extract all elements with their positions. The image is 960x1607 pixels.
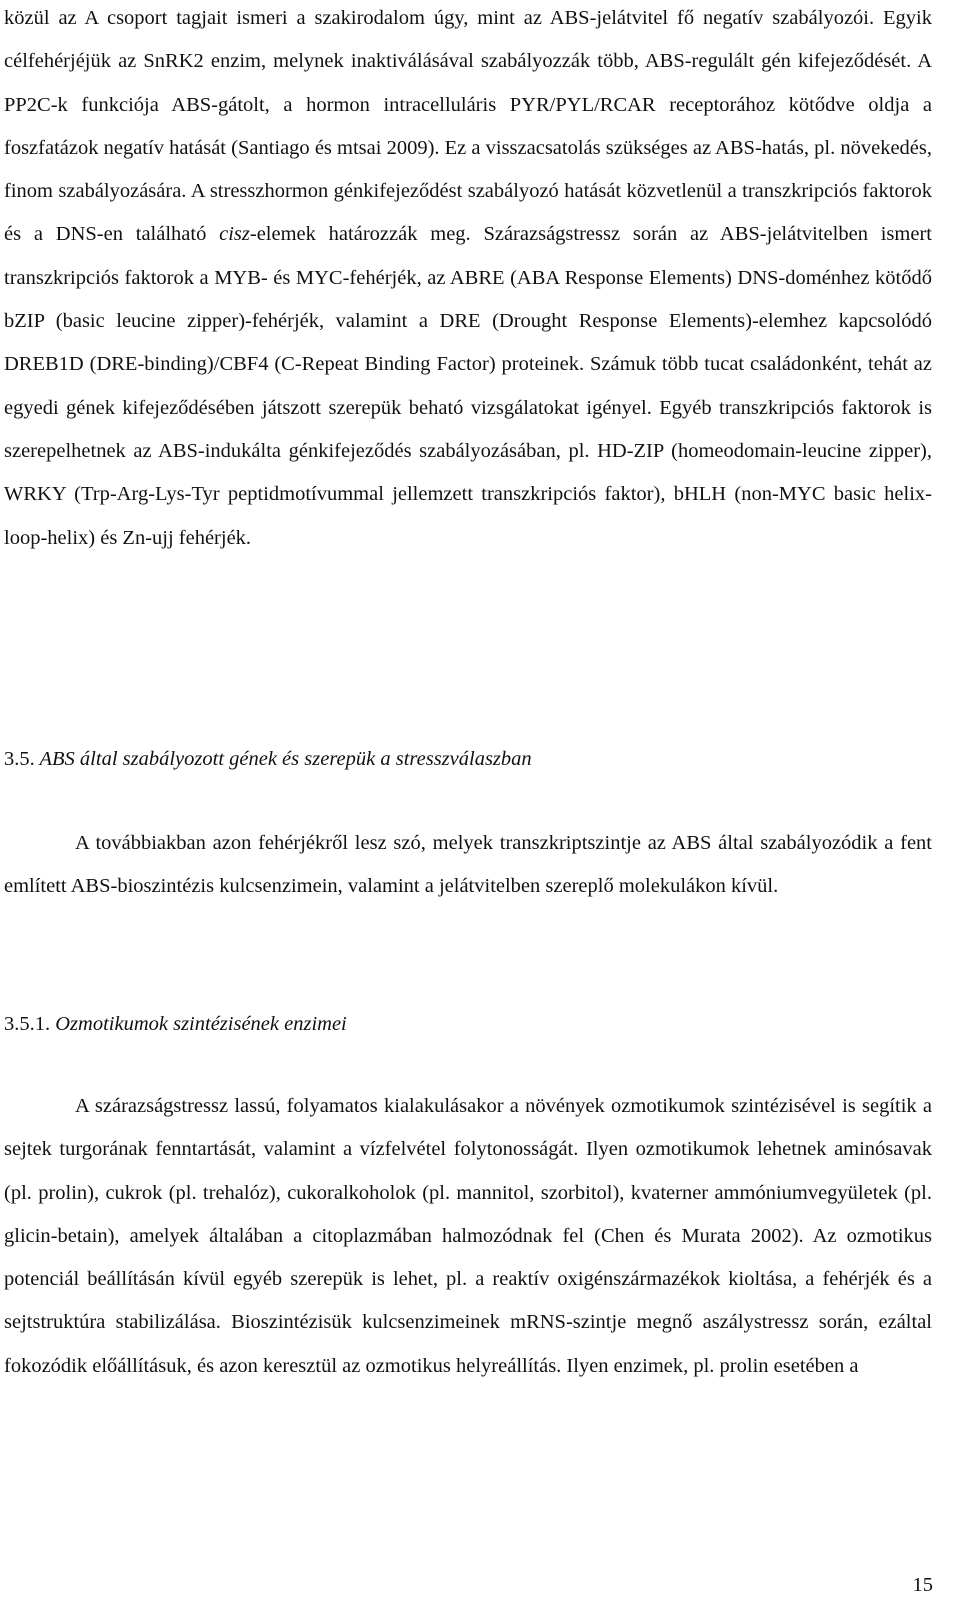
section-number: 3.5. xyxy=(4,748,35,770)
page-number: 15 xyxy=(912,1574,933,1596)
paragraph-intro: A továbbiakban azon fehérjékről lesz szó, melyek transzkriptszintje az ABS által szabályozódik a fent említett ABS-bioszintézis kulcsenzimein, valamint a jelátvitelben szereplő molekulákon kívül. xyxy=(4,832,932,898)
paragraph-text: -elemek határozzák meg. Szárazságstressz során az ABS-jelátvitelben ismert transzkripciós faktorok a MYB- és MYC-fehérjék, az ABRE (ABA Response Elements) DNS-doménhez kötődő bZIP (basic leucine zipper)-fehérjék, valamint a DRE (Drought Response Elements)-elemhez kapcsolódó DREB1D (DRE-binding)/CBF4 (C-Repeat Binding Factor) proteinek. Számuk több tucat családonként, tehát az egyedi gének kifejeződésében játszott szerepük beható vizsgálatokat igényel. Egyéb transzkripciós faktorok is szerepelhetnek az ABS-indukálta génkifejeződés szabályozásában, pl. HD-ZIP (homeodomain-leucine zipper), WRKY (Trp-Arg-Lys-Tyr peptidmotívummal jellemzett transzkripciós faktor), bHLH (non-MYC basic helix-loop-helix) és Zn-ujj fehérjék. xyxy=(4,223,932,549)
section-number: 3.5.1. xyxy=(4,1013,51,1035)
section-heading-3-5 xyxy=(4,744,532,774)
paragraph-abs-signaling xyxy=(4,0,932,560)
section-title: Ozmotikumok szintézisének enzimei xyxy=(55,1013,347,1035)
section-heading-3-5-1 xyxy=(4,1009,347,1039)
section-title: ABS által szabályozott gének és szerepük a stresszválaszban xyxy=(39,748,532,770)
paragraph-text: közül az A csoport tagjait ismeri a szakirodalom úgy, mint az ABS-jelátvitel fő negatív szabályozói. Egyik célfehérjéjük az SnRK2 enzim, melynek inaktiválásával szabályozzák több, ABS-regulált gén kifejeződését. A PP2C-k funkciója ABS-gátolt, a hormon intracelluláris PYR/PYL/RCAR receptorához kötődve oldja a foszfatázok negatív hatását (Santiago és mtsai 2009). Ez a visszacsatolás szükséges az ABS-hatás, pl. növekedés, finom szabályozására. A stresszhormon génkifejeződést szabályozó hatását közvetlenül a transzkripciós faktorok és a DNS-en található xyxy=(4,7,932,246)
paragraph-osmotics: A szárazságstressz lassú, folyamatos kialakulásakor a növények ozmotikumok szintézisével is segítik a sejtek turgorának fenntartását, valamint a vízfelvétel folytonosságát. Ilyen ozmotikumok lehetnek aminósavak (pl. prolin), cukrok (pl. trehalóz), cukoralkoholok (pl. mannitol, szorbitol), kvaterner ammóniumvegyületek (pl. glicin-betain), amelyek általában a citoplazmában halmozódnak fel (Chen és Murata 2002). Az ozmotikus potenciál beállításán kívül egyéb szerepük is lehet, pl. a reaktív oxigénszármazékok kioltása, a fehérjék és a sejtstruktúra stabilizálása. Bioszintézisük kulcsenzimeinek mRNS-szintje megnő aszálystressz során, ezáltal fokozódik előállításuk, és azon keresztül az ozmotikus helyreállítás. Ilyen enzimek, pl. prolin esetében a xyxy=(4,1095,932,1377)
italic-term: cisz xyxy=(219,223,250,246)
